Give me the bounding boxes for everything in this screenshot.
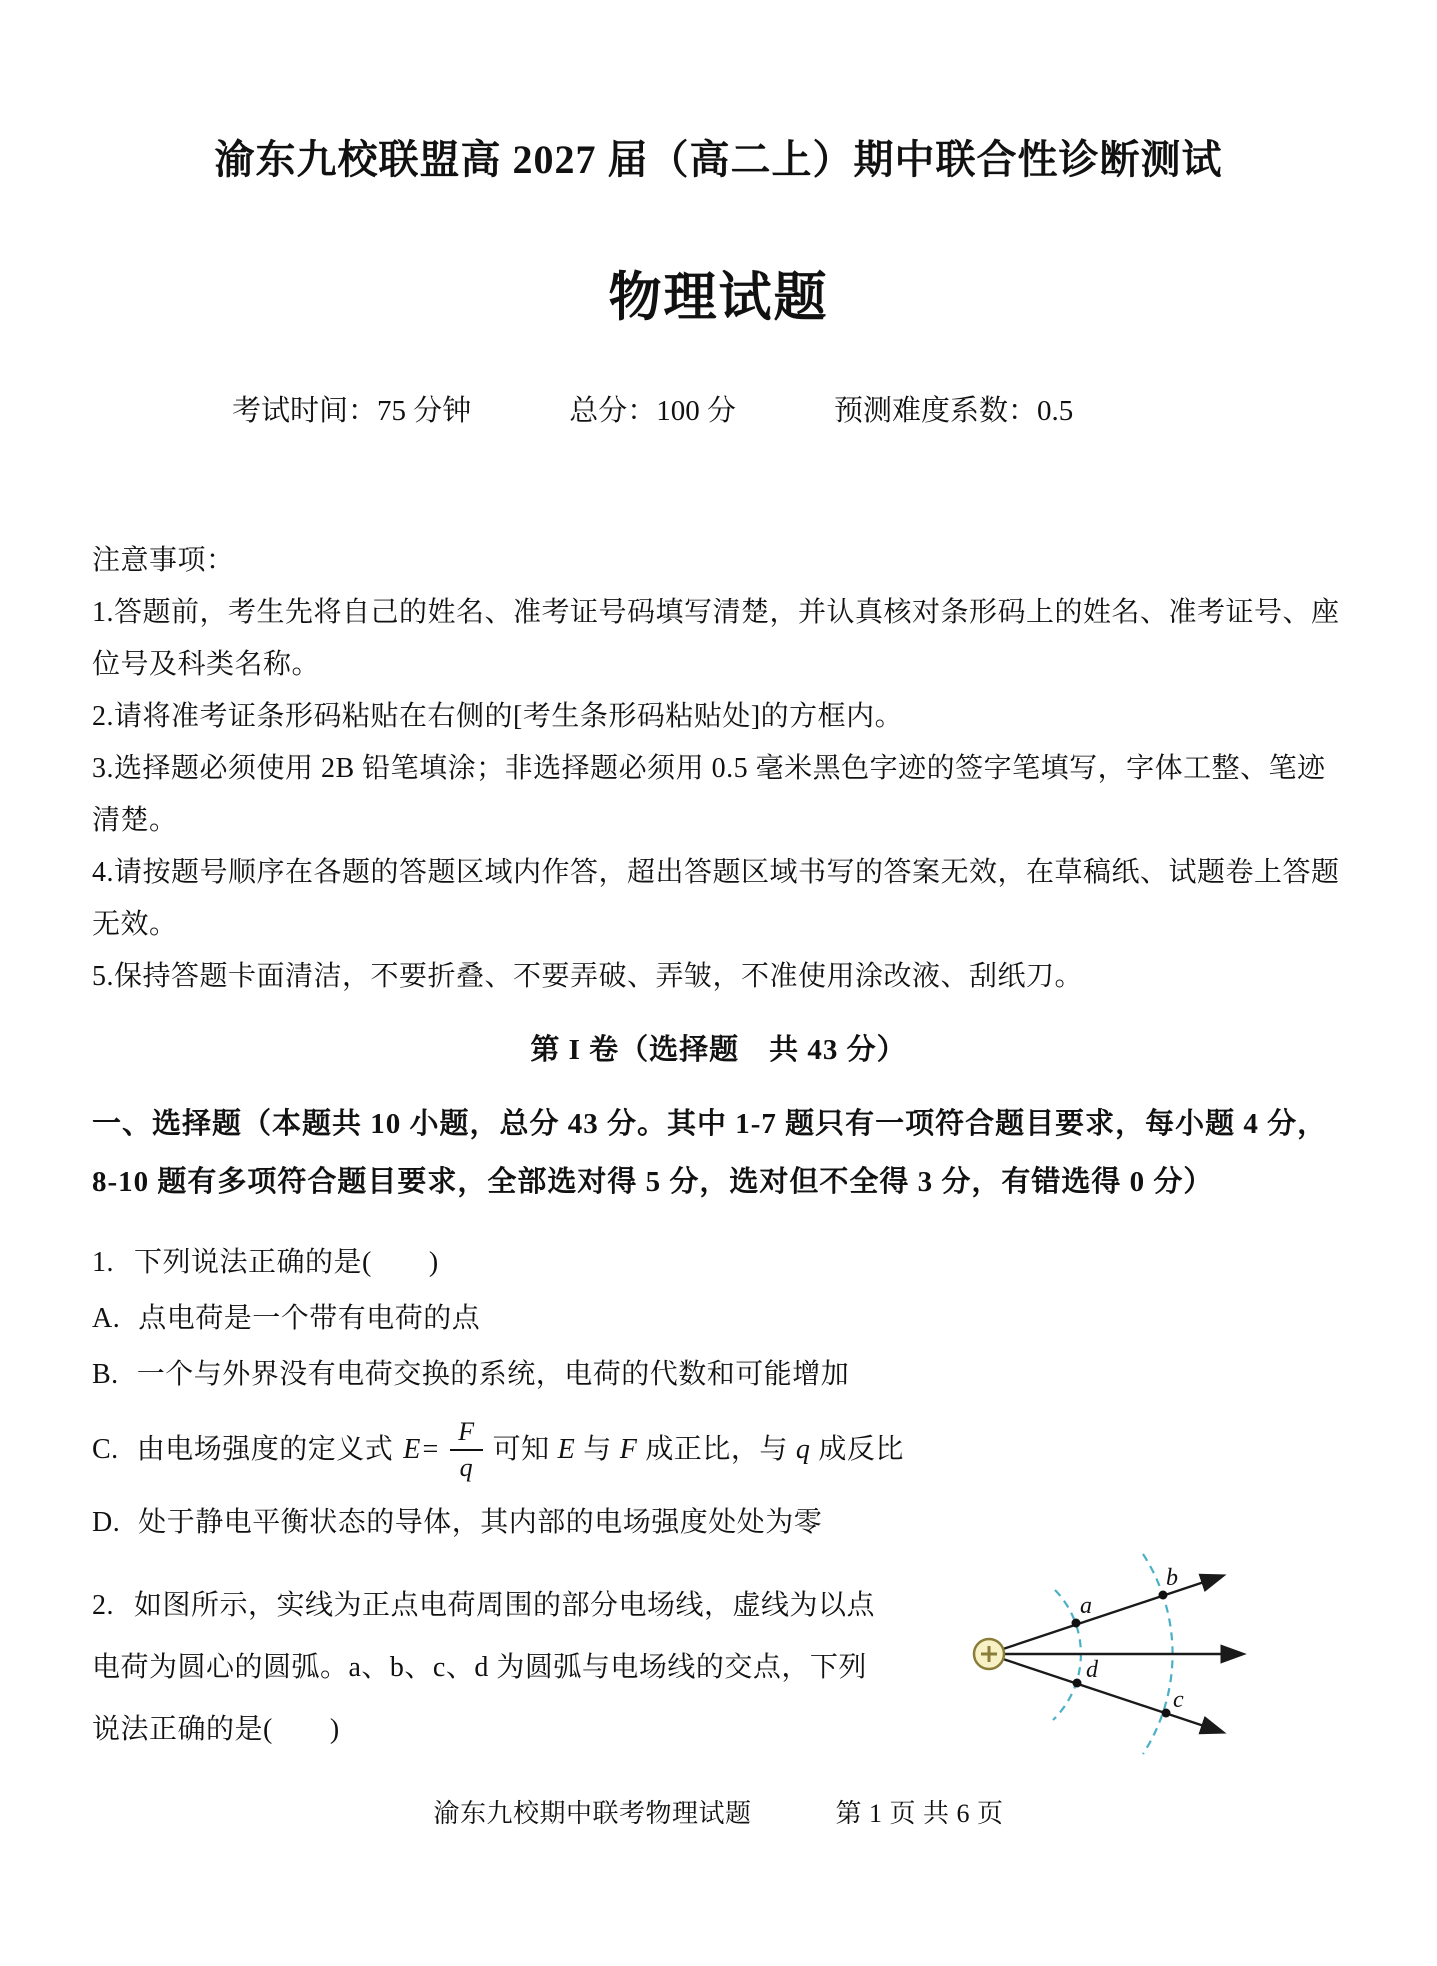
notice-item-5: 5.保持答题卡面清洁，不要折叠、不要弄破、弄皱，不准使用涂改液、刮纸刀。 (92, 960, 1084, 992)
option-d-label: D. (92, 1506, 121, 1538)
option-c-var-q: q (795, 1433, 811, 1465)
field-line-upper (1003, 1576, 1222, 1649)
exam-info-row (92, 393, 1345, 429)
option-d-text: 处于静电平衡状态的导体，其内部的电场强度处处为零 (138, 1506, 823, 1538)
question-2-number: 2. (92, 1589, 114, 1621)
option-b-label: B. (92, 1358, 119, 1390)
notice-item-3: 3.选择题必须使用 2B 铅笔填涂；非选择题必须用 0.5 毫米黑色字迹的签字笔填写，字体工整、笔迹清楚。 (92, 752, 1326, 836)
notice-item-2: 2.请将准考证条形码粘贴在右侧的[考生条形码粘贴处]的方框内。 (92, 700, 904, 732)
option-c-var-E: E (557, 1433, 576, 1465)
field-lines-figure (960, 1523, 1280, 1763)
question-1 (92, 1235, 1345, 1551)
notice-section (92, 535, 1345, 1003)
page-content (0, 135, 1437, 1761)
fraction-numerator: F (450, 1417, 482, 1451)
question-2-line-1 (92, 1575, 876, 1637)
option-c-post3: 成正比，与 (645, 1433, 788, 1465)
question-1-stem (92, 1235, 1345, 1291)
question-1-option-a (92, 1291, 1345, 1347)
footer-doc-title: 渝东九校期中联考物理试题 (433, 1799, 752, 1828)
question-2 (92, 1564, 1345, 1761)
question-2-line-3: 说法正确的是( ) (92, 1713, 340, 1745)
multiple-choice-instructions: 一、选择题（本题共 10 小题，总分 43 分。其中 1-7 题只有一项符合题目要求，每小题 4 分，8-10 题有多项符合题目要求，全部选对得 5 分，选对但不全得 3 分，有错选得 0 分） (92, 1107, 1328, 1198)
option-a-label: A. (92, 1302, 121, 1334)
exam-subtitle: 物理试题 (608, 269, 829, 327)
notice-item-1: 1.答题前，考生先将自己的姓名、准考证号码填写清楚，并认真核对条形码上的姓名、准考证号、座位号及科类名称。 (92, 596, 1340, 680)
option-c-equation: E= (403, 1433, 441, 1465)
exam-difficulty: 预测难度系数：0.5 (834, 394, 1074, 427)
positive-charge-icon (974, 1639, 1004, 1669)
option-c-label: C. (92, 1433, 119, 1465)
option-b-text: 一个与外界没有电荷交换的系统，电荷的代数和可能增加 (136, 1358, 850, 1390)
footer-page-info: 第 1 页 共 6 页 (835, 1799, 1004, 1828)
field-line-lower (1003, 1656, 1222, 1732)
exam-total-score: 总分：100 分 (569, 394, 737, 427)
option-c-var-F: F (619, 1433, 638, 1465)
notice-heading: 注意事项： (92, 544, 235, 576)
question-1-option-c (92, 1403, 1345, 1495)
section-1-heading: 第 I 卷（选择题 共 43 分） (530, 1033, 907, 1066)
option-c-post1: 可知 (492, 1433, 550, 1465)
exam-duration: 考试时间：75 分钟 (232, 394, 472, 427)
option-c-pre: 由电场强度的定义式 (136, 1433, 394, 1465)
exam-title: 渝东九校联盟高 2027 届（高二上）期中联合性诊断测试 (214, 137, 1223, 182)
fraction-denominator: q (459, 1452, 474, 1482)
point-d-dot (1073, 1678, 1082, 1687)
point-a-label: a (1080, 1592, 1093, 1619)
option-a-text: 点电荷是一个带有电荷的点 (138, 1302, 481, 1334)
point-d-label: d (1086, 1656, 1099, 1683)
question-2-line-1-text: 如图所示，实线为正点电荷周围的部分电场线，虚线为以点 (134, 1589, 876, 1621)
question-1-stem-text: 下列说法正确的是( ) (134, 1246, 439, 1278)
point-c-dot (1162, 1708, 1171, 1717)
option-c-post4: 成反比 (818, 1433, 904, 1465)
fraction-F-over-q (450, 1417, 482, 1483)
point-b-label: b (1166, 1564, 1179, 1591)
notice-item-4: 4.请按题号顺序在各题的答题区域内作答，超出答题区域书写的答案无效，在草稿纸、试题卷上答题无效。 (92, 856, 1340, 940)
point-b-dot (1159, 1590, 1168, 1599)
point-c-label: c (1173, 1686, 1185, 1713)
question-1-number: 1. (92, 1246, 114, 1278)
point-a-dot (1072, 1618, 1081, 1627)
page-footer (0, 1793, 1437, 1830)
option-c-post2: 与 (583, 1433, 612, 1465)
question-2-line-2: 电荷为圆心的圆弧。a、b、c、d 为圆弧与电场线的交点，下列 (92, 1651, 867, 1683)
question-1-option-b (92, 1347, 1345, 1403)
